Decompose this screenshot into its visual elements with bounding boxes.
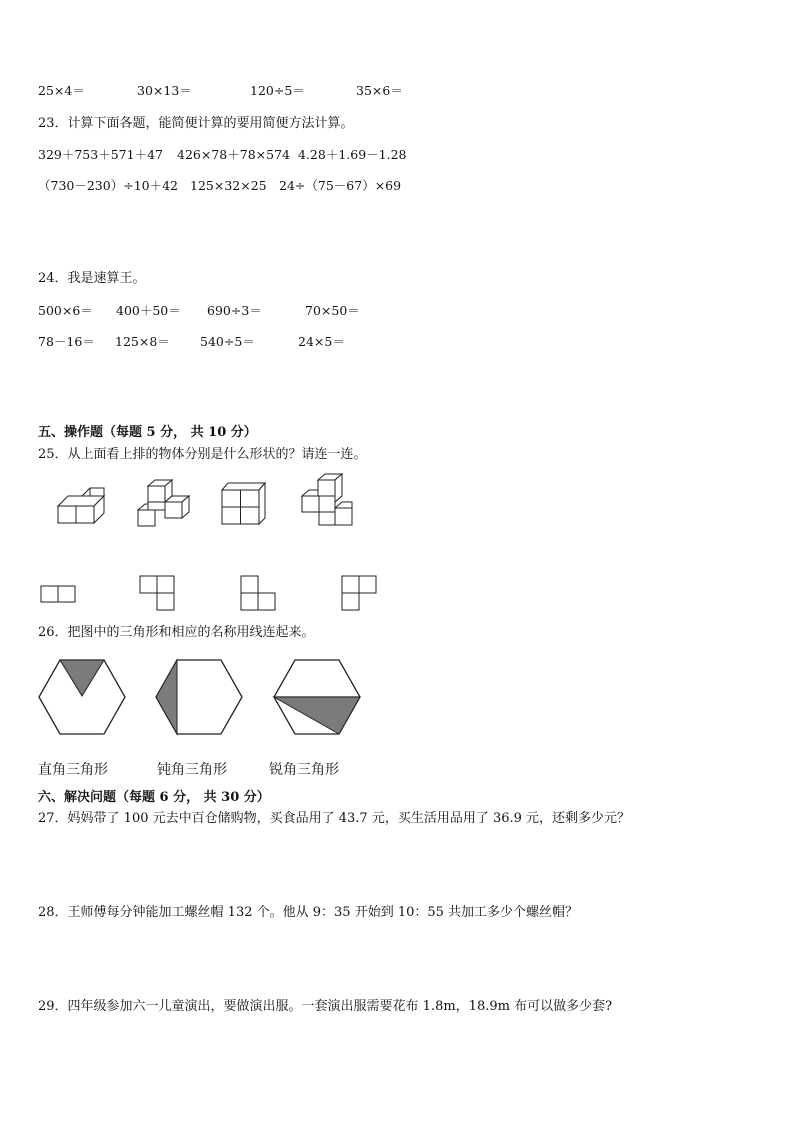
calc-item: 30×13＝ [137, 83, 192, 98]
cube-figure-1 [56, 483, 106, 525]
calc-item: 70×50＝ [305, 303, 360, 318]
question-28-text: 28．王师傅每分钟能加工螺丝帽 132 个。他从 9：35 开始到 10：55 共加工多少个螺丝帽？ [38, 905, 579, 920]
question-29-text: 29．四年级参加六一儿童演出，要做演出服。一套演出服需要花布 1.8m，18.9m 布可以做多少套? [38, 999, 613, 1014]
calc-item: 24×5＝ [298, 334, 345, 349]
top-view-shape-1 [40, 585, 76, 603]
triangle-name-label: 钝角三角形 [157, 762, 227, 778]
calc-expression: 125×32×25 [190, 178, 267, 193]
calc-item: 540÷5＝ [200, 334, 255, 349]
cube-figure-3 [218, 480, 268, 526]
question-23-prompt: 23．计算下面各题，能简便计算的要用简便方法计算。 [38, 116, 354, 131]
calc-item: 25×4＝ [38, 83, 85, 98]
calc-expression: 4.28＋1.69－1.28 [298, 147, 407, 162]
calc-item: 400＋50＝ [116, 303, 181, 318]
calc-expression: 24÷（75－67）×69 [279, 178, 402, 193]
calc-expression: 329＋753＋571＋47 [38, 147, 163, 162]
cube-figure-2 [135, 478, 190, 528]
calc-item: 125×8＝ [115, 334, 170, 349]
calc-expression: 426×78＋78×574 [177, 147, 290, 162]
question-25-prompt: 25．从上面看上排的物体分别是什么形状的？请连一连。 [38, 447, 367, 462]
hexagon-figure-2 [155, 659, 243, 735]
hexagon-figure-3 [273, 659, 361, 735]
section-title: 五、操作题（每题 5 分， 共 10 分） [38, 425, 257, 440]
triangle-name-label: 锐角三角形 [269, 762, 339, 778]
question-27-text: 27．妈妈带了 100 元去中百仓储购物，买食品用了 43.7 元，买生活用品用了 36.9 元，还剩多少元？ [38, 811, 631, 826]
section-title: 六、解决问题（每题 6 分， 共 30 分） [38, 790, 270, 805]
question-26-prompt: 26．把图中的三角形和相应的名称用线连起来。 [38, 625, 315, 640]
triangle-name-label: 直角三角形 [38, 762, 108, 778]
calc-item: 35×6＝ [356, 83, 403, 98]
top-view-shape-4 [341, 575, 377, 611]
top-view-shape-3 [240, 575, 276, 611]
calc-item: 78－16＝ [38, 334, 95, 349]
calc-expression: （730－230）÷10＋42 [38, 178, 179, 193]
top-view-shape-2 [139, 575, 175, 611]
cube-figure-4 [298, 472, 354, 528]
hexagon-figure-1 [38, 659, 126, 735]
question-24-prompt: 24．我是速算王。 [38, 271, 146, 286]
calc-item: 120÷5＝ [250, 83, 305, 98]
calc-item: 690÷3＝ [207, 303, 262, 318]
calc-item: 500×6＝ [38, 303, 93, 318]
